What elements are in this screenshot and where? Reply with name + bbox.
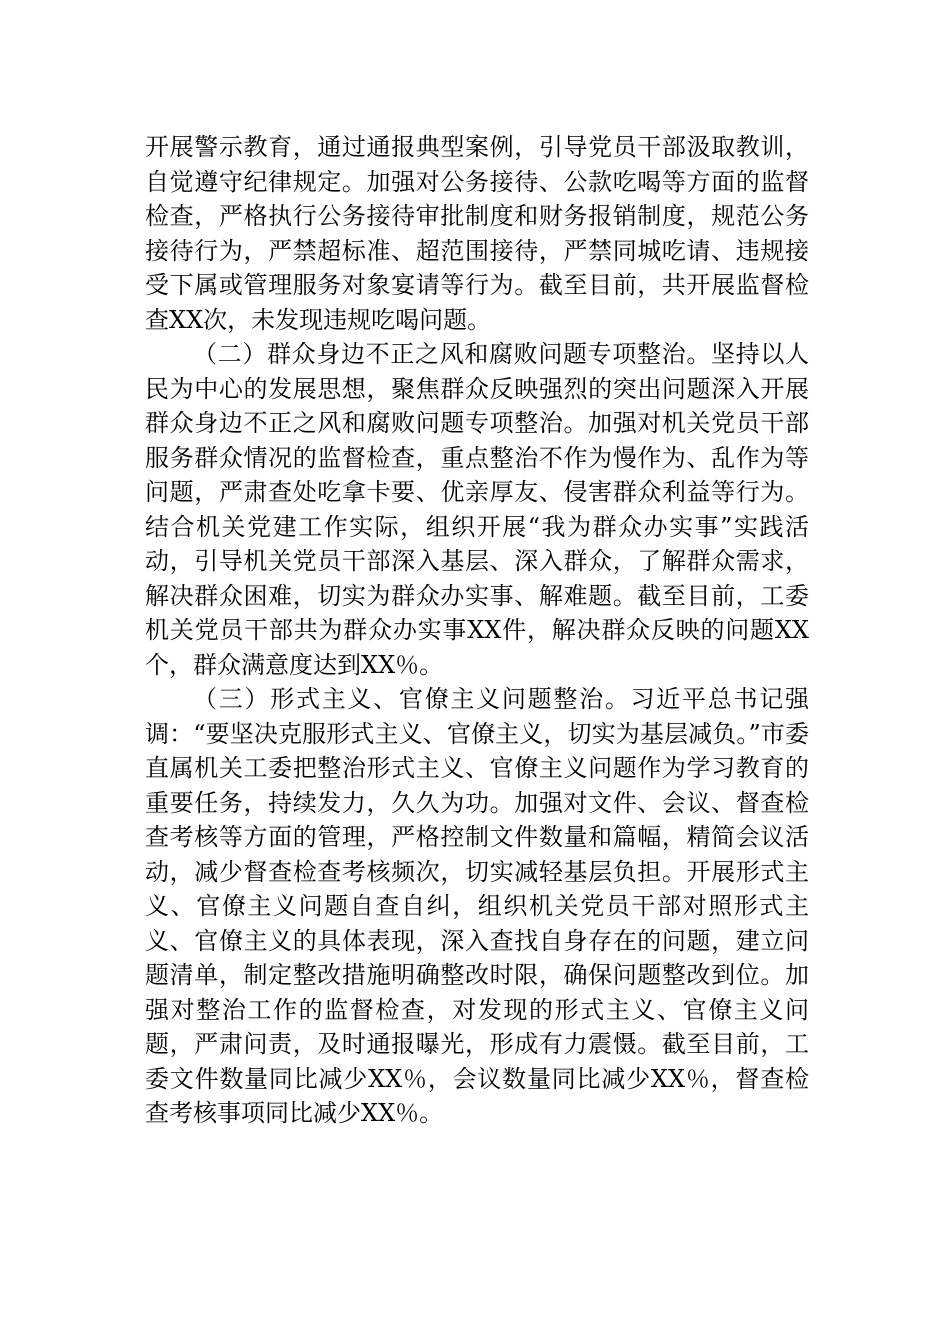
paragraph-section-three: （三）形式主义、官僚主义问题整治。习近平总书记强调：“要坚决克服形式主义、官僚主义，切实为基层减负。”市委直属机关工委把整治形式主义、官僚主义问题作为学习教育的重要任务，持续发力，久久为功。加强对文件、会议、督查检查考核等方面的管理，严格控制文件数量和篇幅，精简会议活动，减少督查检查考核频次，切实减轻基层负担。开展形式主义、官僚主义问题自查自纠，组织机关党员干部对照形式主义、官僚主义的具体表现，深入查找自身存在的问题，建立问题清单，制定整改措施明确整改时限，确保问题整改到位。加强对整治工作的监督检查，对发现的形式主义、官僚主义问题，严肃问责，及时通报曝光，形成有力震慑。截至目前，工委文件数量同比减少XX％，会议数量同比减少XX％，督查检查考核事项同比减少XX％。	[145, 685, 809, 1127]
document-body	[145, 130, 809, 1131]
paragraph-warning-education: 开展警示教育，通过通报典型案例，引导党员干部汲取教训，自觉遵守纪律规定。加强对公务接待、公款吃喝等方面的监督检查，严格执行公务接待审批制度和财务报销制度，规范公务接待行为，严禁超标准、超范围接待，严禁同城吃请、违规接受下属或管理服务对象宴请等行为。截至目前，共开展监督检查XX次，未发现违规吃喝问题。	[145, 133, 809, 334]
paragraph-section-two: （二）群众身边不正之风和腐败问题专项整治。坚持以人民为中心的发展思想，聚焦群众反映强烈的突出问题深入开展群众身边不正之风和腐败问题专项整治。加强对机关党员干部服务群众情况的监督检查，重点整治不作为慢作为、乱作为等问题，严肃查处吃拿卡要、优亲厚友、侵害群众利益等行为。结合机关党建工作实际，组织开展“我为群众办实事”实践活动，引导机关党员干部深入基层、深入群众，了解群众需求，解决群众困难，切实为群众办实事、解难题。截至目前，工委机关党员干部共为群众办实事XX件，解决群众反映的问题XX个，群众满意度达到XX％。	[145, 340, 809, 679]
